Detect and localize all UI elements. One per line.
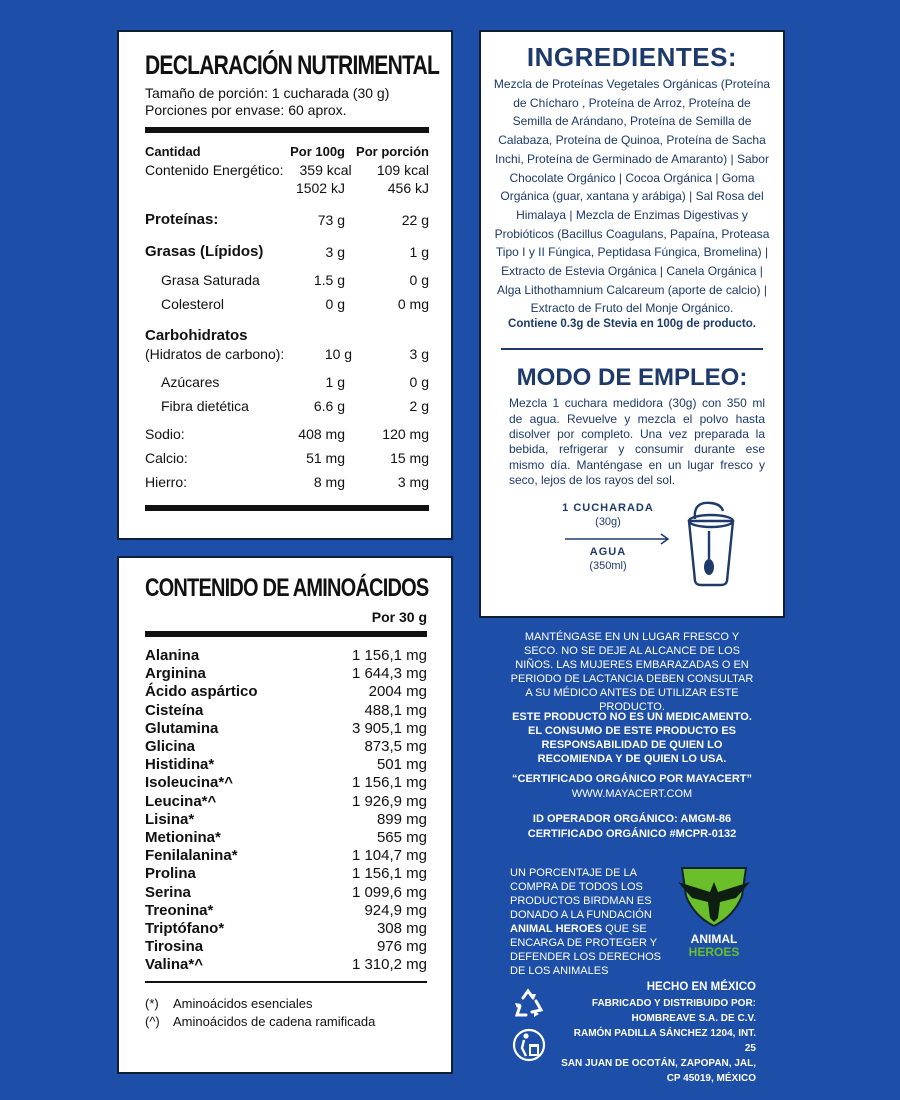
carbs-row bbox=[145, 345, 429, 363]
amino-name: Serina bbox=[145, 883, 191, 901]
donation-text-after: QUE SE ENCARGA DE PROTEGER Y DEFENDER LOS DERECHOS DE LOS ANIMALES bbox=[510, 923, 661, 977]
proteins-100g: 73 g bbox=[317, 212, 345, 228]
water-label-block bbox=[563, 545, 653, 573]
amino-name: Histidina* bbox=[145, 756, 215, 774]
calcium-portion: 15 mg bbox=[390, 450, 429, 466]
calcium-label: Calcio: bbox=[145, 450, 188, 466]
amino-value: 1 156,1 mg bbox=[351, 647, 427, 664]
fiber-portion: 2 g bbox=[409, 398, 429, 414]
animal-heroes-eagle-logo bbox=[672, 862, 756, 928]
fiber-row bbox=[145, 397, 429, 415]
divider bbox=[145, 981, 427, 983]
amino-name: Metionina* bbox=[145, 829, 221, 847]
footnote-essential bbox=[145, 995, 427, 1013]
preparation-diagram bbox=[493, 497, 771, 597]
carbs-label: (Hidratos de carbono): bbox=[145, 346, 285, 362]
sat-fat-row bbox=[145, 271, 429, 289]
manufacturer-line: RAMÓN PADILLA SÁNCHEZ 1204, INT. 25 bbox=[573, 1028, 756, 1054]
amino-value: 1 104,7 mg bbox=[351, 847, 427, 865]
iron-100g: 8 mg bbox=[313, 474, 345, 490]
logo-text-animal: ANIMAL bbox=[690, 932, 738, 946]
amino-name: Triptófano* bbox=[145, 920, 225, 938]
ingredients-text: Mezcla de Proteínas Vegetales Orgánicas (Proteína de Chícharo , Proteína de Arroz, Proteína de Semilla de Arándano, Proteína de Semilla de Calabaza, Proteína de Quinoa, Proteína de Sacha Inchi, Proteína de Germinado de Amaranto) | Sabor Chocolate Orgánico | Cocoa Orgánica | Goma Orgánica (guar, xantana y arábiga) | Sal Rosa del Himalaya | Mezcla de Enzimas Digestivas y Probióticos (Bacillus Coagulans, Papaína, Proteasa Tipo I y II Fúngica, Peptidasa Fúngica, Bromelina) | Extracto de Estevia Orgánica | Canela Orgánica | Alga Lithothamnium Calcareum (aporte de calcio) | Extracto de Fruto del Monje Orgánico. bbox=[493, 77, 771, 316]
amino-row bbox=[145, 847, 427, 865]
sugars-portion: 0 g bbox=[409, 374, 429, 390]
manufacturer-line: FABRICADO Y DISTRIBUIDO POR: bbox=[591, 998, 756, 1009]
scoop-amount: (30g) bbox=[595, 515, 621, 528]
donation-text bbox=[510, 866, 665, 978]
amino-row bbox=[145, 793, 427, 811]
amino-value: 1 099,6 mg bbox=[351, 883, 427, 901]
energy-kcal-portion: 109 kcal bbox=[376, 162, 429, 178]
amino-column-header: Por 30 g bbox=[371, 609, 427, 625]
amino-row bbox=[145, 829, 427, 847]
amino-acids-panel bbox=[117, 556, 453, 1074]
calcium-row bbox=[145, 449, 429, 467]
iron-portion: 3 mg bbox=[397, 474, 429, 490]
carbs-title: Carbohidratos bbox=[145, 327, 248, 344]
fiber-100g: 6.6 g bbox=[313, 398, 345, 414]
header-100g: Por 100g bbox=[290, 144, 345, 159]
sat-fat-portion: 0 g bbox=[409, 272, 429, 288]
amino-value: 1 156,1 mg bbox=[351, 865, 427, 883]
servings-per-container: Porciones por envase: 60 aprox. bbox=[145, 102, 347, 118]
stevia-note: Contiene 0.3g de Stevia en 100g de producto. bbox=[508, 318, 756, 331]
foundation-name: ANIMAL HEROES bbox=[510, 923, 603, 935]
amino-value: 501 mg bbox=[376, 756, 427, 774]
amino-name: Ácido aspártico bbox=[145, 683, 258, 701]
cert-url: WWW.MAYACERT.COM bbox=[571, 788, 693, 800]
amino-value: 976 mg bbox=[376, 938, 427, 956]
proteins-row bbox=[145, 211, 429, 229]
trash-bin-icon bbox=[512, 1028, 546, 1062]
amino-value: 488,1 mg bbox=[364, 701, 427, 719]
calcium-100g: 51 mg bbox=[306, 450, 345, 466]
animal-heroes-logo bbox=[672, 862, 756, 962]
manufacturer-line: SAN JUAN DE OCOTÁN, ZAPOPAN, JAL, bbox=[561, 1058, 756, 1069]
footnote-text: Aminoácidos esenciales bbox=[173, 995, 313, 1011]
divider bbox=[145, 505, 429, 511]
organic-certified: “CERTIFICADO ORGÁNICO POR MAYACERT” bbox=[512, 773, 752, 785]
amino-value: 1 926,9 mg bbox=[351, 792, 427, 810]
storage-warning: MANTÉNGASE EN UN LUGAR FRESCO Y SECO. NO SE DEJE AL ALCANCE DE LOS NIÑOS. LAS MUJERES EMBARAZADAS O EN PERIODO DE LACTANCIA DEBEN CONSULTAR A SU MÉDICO ANTES DE UTILIZAR ESTE PRODUCTO. bbox=[510, 631, 754, 713]
header-label: Cantidad bbox=[145, 144, 201, 159]
usage-title: MODO DE EMPLEO: bbox=[516, 364, 748, 392]
amino-name: Tirosina bbox=[145, 938, 204, 956]
sat-fat-100g: 1.5 g bbox=[313, 272, 345, 288]
amino-row bbox=[145, 938, 427, 956]
nutrition-title: DECLARACIÓN NUTRIMENTAL bbox=[145, 50, 440, 80]
divider bbox=[145, 127, 429, 133]
scoop-label-block bbox=[553, 501, 663, 529]
carbs-portion: 3 g bbox=[409, 346, 429, 362]
amino-row bbox=[145, 956, 427, 974]
amino-row bbox=[145, 647, 427, 665]
fats-100g: 3 g bbox=[325, 244, 345, 260]
footnote-text: Aminoácidos de cadena ramificada bbox=[173, 1013, 376, 1029]
footnote-mark: (*) bbox=[145, 995, 159, 1011]
amino-value: 1 310,2 mg bbox=[351, 956, 427, 974]
amino-value: 2004 mg bbox=[368, 683, 427, 701]
cholesterol-portion: 0 mg bbox=[397, 296, 429, 312]
amino-name: Prolina bbox=[145, 865, 196, 883]
amino-value: 873,5 mg bbox=[364, 738, 427, 756]
cert-number: CERTIFICADO ORGÁNICO #MCPR-0132 bbox=[527, 828, 737, 840]
amino-row bbox=[145, 902, 427, 920]
energy-kj-portion: 456 kJ bbox=[387, 180, 429, 196]
fats-portion: 1 g bbox=[409, 244, 429, 260]
manufacturer-line: CP 45019, MÉXICO bbox=[666, 1073, 756, 1084]
amino-row bbox=[145, 720, 427, 738]
cup-spoon-icon bbox=[681, 497, 739, 587]
fats-row bbox=[145, 243, 429, 261]
amino-row bbox=[145, 665, 427, 683]
cholesterol-100g: 0 g bbox=[325, 296, 345, 312]
logo-text-heroes: HEROES bbox=[688, 945, 740, 959]
amino-name: Lisina* bbox=[145, 810, 195, 828]
footnote-mark: (^) bbox=[145, 1013, 160, 1029]
manufacturer-line: HOMBREAVE S.A. DE C.V. bbox=[631, 1013, 756, 1024]
ingredients-panel bbox=[479, 30, 785, 618]
proteins-portion: 22 g bbox=[401, 212, 429, 228]
scoop-label: 1 CUCHARADA bbox=[562, 501, 654, 514]
energy-row bbox=[145, 161, 429, 179]
amino-value: 3 905,1 mg bbox=[351, 719, 427, 737]
amino-name: Glicina bbox=[145, 738, 196, 756]
energy-kj-row bbox=[145, 179, 429, 197]
ingredients-title: INGREDIENTES: bbox=[526, 42, 738, 72]
serving-size: Tamaño de porción: 1 cucharada (30 g) bbox=[145, 85, 390, 101]
amino-name: Glutamina bbox=[145, 719, 219, 737]
amino-value: 1 644,3 mg bbox=[351, 665, 427, 683]
amino-row bbox=[145, 756, 427, 774]
fats-label: Grasas (Lípidos) bbox=[145, 243, 264, 260]
amino-name: Isoleucina*^ bbox=[145, 774, 233, 792]
iron-label: Hierro: bbox=[145, 474, 188, 490]
operator-id: ID OPERADOR ORGÁNICO: AMGM-86 bbox=[532, 813, 732, 825]
fiber-label: Fibra dietética bbox=[161, 398, 249, 414]
water-label: AGUA bbox=[589, 545, 627, 558]
amino-name: Fenilalanina* bbox=[145, 847, 238, 865]
header-portion: Por porción bbox=[356, 144, 429, 159]
amino-name: Treonina* bbox=[145, 901, 214, 919]
amino-value: 308 mg bbox=[376, 920, 427, 938]
sodium-label: Sodio: bbox=[145, 426, 185, 442]
footnote-branched bbox=[145, 1013, 427, 1031]
sodium-row bbox=[145, 425, 429, 443]
iron-row bbox=[145, 473, 429, 491]
amino-row bbox=[145, 774, 427, 792]
amino-value: 924,9 mg bbox=[364, 901, 427, 919]
divider bbox=[145, 631, 427, 637]
nutrition-header-row bbox=[145, 143, 429, 161]
sat-fat-label: Grasa Saturada bbox=[161, 272, 260, 288]
manufacturer-block bbox=[560, 996, 756, 1086]
amino-value: 565 mg bbox=[376, 829, 427, 847]
energy-kj-100g: 1502 kJ bbox=[295, 180, 345, 196]
not-medicine-warning: ESTE PRODUCTO NO ES UN MEDICAMENTO. EL CONSUMO DE ESTE PRODUCTO ES RESPONSABILIDAD DE QUIEN LO RECOMIENDA Y DE QUIEN LO USA. bbox=[512, 711, 752, 765]
divider bbox=[501, 348, 763, 350]
sodium-portion: 120 mg bbox=[382, 426, 429, 442]
cholesterol-label: Colesterol bbox=[161, 296, 225, 312]
amino-value: 899 mg bbox=[376, 810, 427, 828]
carbs-100g: 10 g bbox=[324, 346, 353, 362]
amino-list bbox=[145, 647, 427, 975]
recycle-icon bbox=[512, 988, 546, 1020]
amino-name: Cisteína bbox=[145, 701, 204, 719]
amino-row bbox=[145, 884, 427, 902]
amino-row bbox=[145, 738, 427, 756]
sugars-row bbox=[145, 373, 429, 391]
amino-name: Arginina bbox=[145, 665, 206, 683]
sodium-100g: 408 mg bbox=[298, 426, 345, 442]
energy-label: Contenido Energético: bbox=[145, 162, 284, 178]
energy-kcal-100g: 359 kcal bbox=[299, 162, 352, 178]
amino-name: Alanina bbox=[145, 647, 200, 664]
donation-text-before: UN PORCENTAJE DE LA COMPRA DE TODOS LOS PRODUCTOS BIRDMAN ES DONADO A LA FUNDACIÓN bbox=[510, 867, 652, 921]
amino-row bbox=[145, 811, 427, 829]
cholesterol-row bbox=[145, 295, 429, 313]
arrow-right-icon bbox=[563, 533, 673, 545]
nutrition-facts-panel bbox=[117, 30, 453, 540]
amino-row bbox=[145, 920, 427, 938]
water-amount: (350ml) bbox=[589, 559, 627, 572]
amino-name: Leucina*^ bbox=[145, 792, 217, 810]
amino-row bbox=[145, 702, 427, 720]
amino-value: 1 156,1 mg bbox=[351, 774, 427, 792]
carbs-title-row bbox=[145, 327, 429, 345]
amino-row bbox=[145, 865, 427, 883]
amino-row bbox=[145, 683, 427, 701]
amino-title: CONTENIDO DE AMINOÁCIDOS bbox=[145, 574, 429, 602]
usage-text: Mezcla 1 cuchara medidora (30g) con 350 ml de agua. Revuelve y mezcla el polvo hasta disolver por completo. Una vez preparada la bebida, refrigerar y consumir durante ese mismo día. Manténgase en un lugar fresco y seco, lejos de los rayos del sol. bbox=[509, 396, 765, 488]
made-in-mexico: HECHO EN MÉXICO bbox=[646, 981, 756, 993]
sugars-100g: 1 g bbox=[325, 374, 345, 390]
sugars-label: Azúcares bbox=[161, 374, 220, 390]
proteins-label: Proteínas: bbox=[145, 211, 219, 228]
amino-name: Valina*^ bbox=[145, 956, 203, 974]
